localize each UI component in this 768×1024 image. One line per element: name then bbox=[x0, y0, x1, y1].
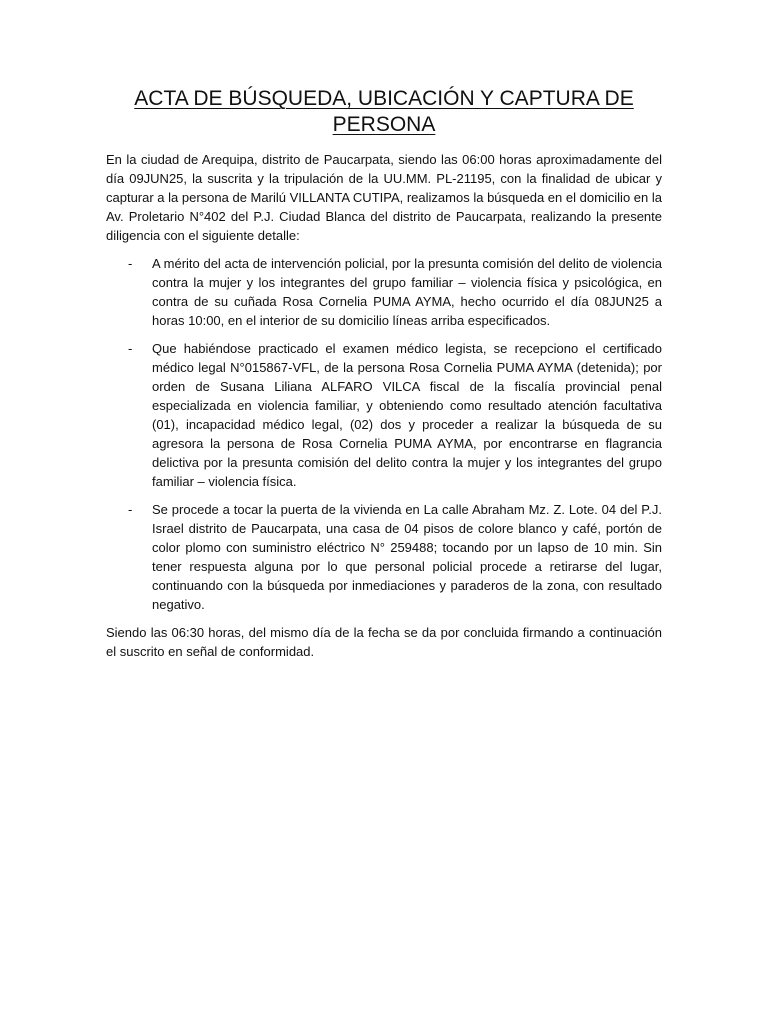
list-bullet: - bbox=[128, 502, 133, 517]
list-item-text: A mérito del acta de intervención policial, por la presunta comisión del delito de violencia contra la mujer y los integrantes del grupo familiar – violencia física y psicológica, en contra de su cuñada Rosa Cornelia PUMA AYMA, hecho ocurrido el día 08JUN25 a horas 10:00, en el interior de su domicilio líneas arriba especificados. bbox=[152, 256, 662, 328]
document-title bbox=[106, 86, 662, 138]
document-title-line-2: PERSONA bbox=[332, 113, 436, 136]
closing-paragraph: Siendo las 06:30 horas, del mismo día de la fecha se da por concluida firmando a continuación el suscrito en señal de conformidad. bbox=[106, 625, 662, 659]
list-item-text: Se procede a tocar la puerta de la vivienda en La calle Abraham Mz. Z. Lote. 04 del P.J. Israel distrito de Paucarpata, una casa de 04 pisos de colore blanco y café, portón de color plomo con suministro eléctrico N° 259488; tocando por un lapso de 10 min. Sin tener respuesta alguna por lo que personal policial procede a retirarse del lugar, continuando con la búsqueda por inmediaciones y paraderos de la zona, con resultado negativo. bbox=[152, 502, 662, 612]
document-title-line-1: ACTA DE BÚSQUEDA, UBICACIÓN Y CAPTURA DE bbox=[134, 87, 634, 110]
list-item bbox=[106, 339, 662, 491]
document-page bbox=[106, 86, 662, 661]
detail-list bbox=[106, 254, 662, 614]
intro-paragraph: En la ciudad de Arequipa, distrito de Paucarpata, siendo las 06:00 horas aproximadamente del día 09JUN25, la suscrita y la tripulación de la UU.MM. PL-21195, con la finalidad de ubicar y capturar a la persona de Marilú VILLANTA CUTIPA, realizamos la búsqueda en el domicilio en la Av. Proletario N°402 del P.J. Ciudad Blanca del distrito de Paucarpata, realizando la presente diligencia con el siguiente detalle: bbox=[106, 152, 662, 243]
list-item bbox=[106, 254, 662, 330]
list-bullet: - bbox=[128, 341, 133, 356]
list-item-text: Que habiéndose practicado el examen médico legista, se recepciono el certificado médico legal N°015867-VFL, de la persona Rosa Cornelia PUMA AYMA (detenida); por orden de Susana Liliana ALFARO VILCA fiscal de la fiscalía provincial penal especializada en violencia familiar, y obteniendo como resultado atención facultativa (01), incapacidad médico legal, (02) dos y proceder a realizar la búsqueda de su agresora la persona de Rosa Cornelia PUMA AYMA, por encontrarse en flagrancia delictiva por la presunta comisión del delito contra la mujer y los integrantes del grupo familiar – violencia física. bbox=[152, 341, 662, 489]
list-bullet: - bbox=[128, 256, 133, 271]
list-item bbox=[106, 500, 662, 614]
